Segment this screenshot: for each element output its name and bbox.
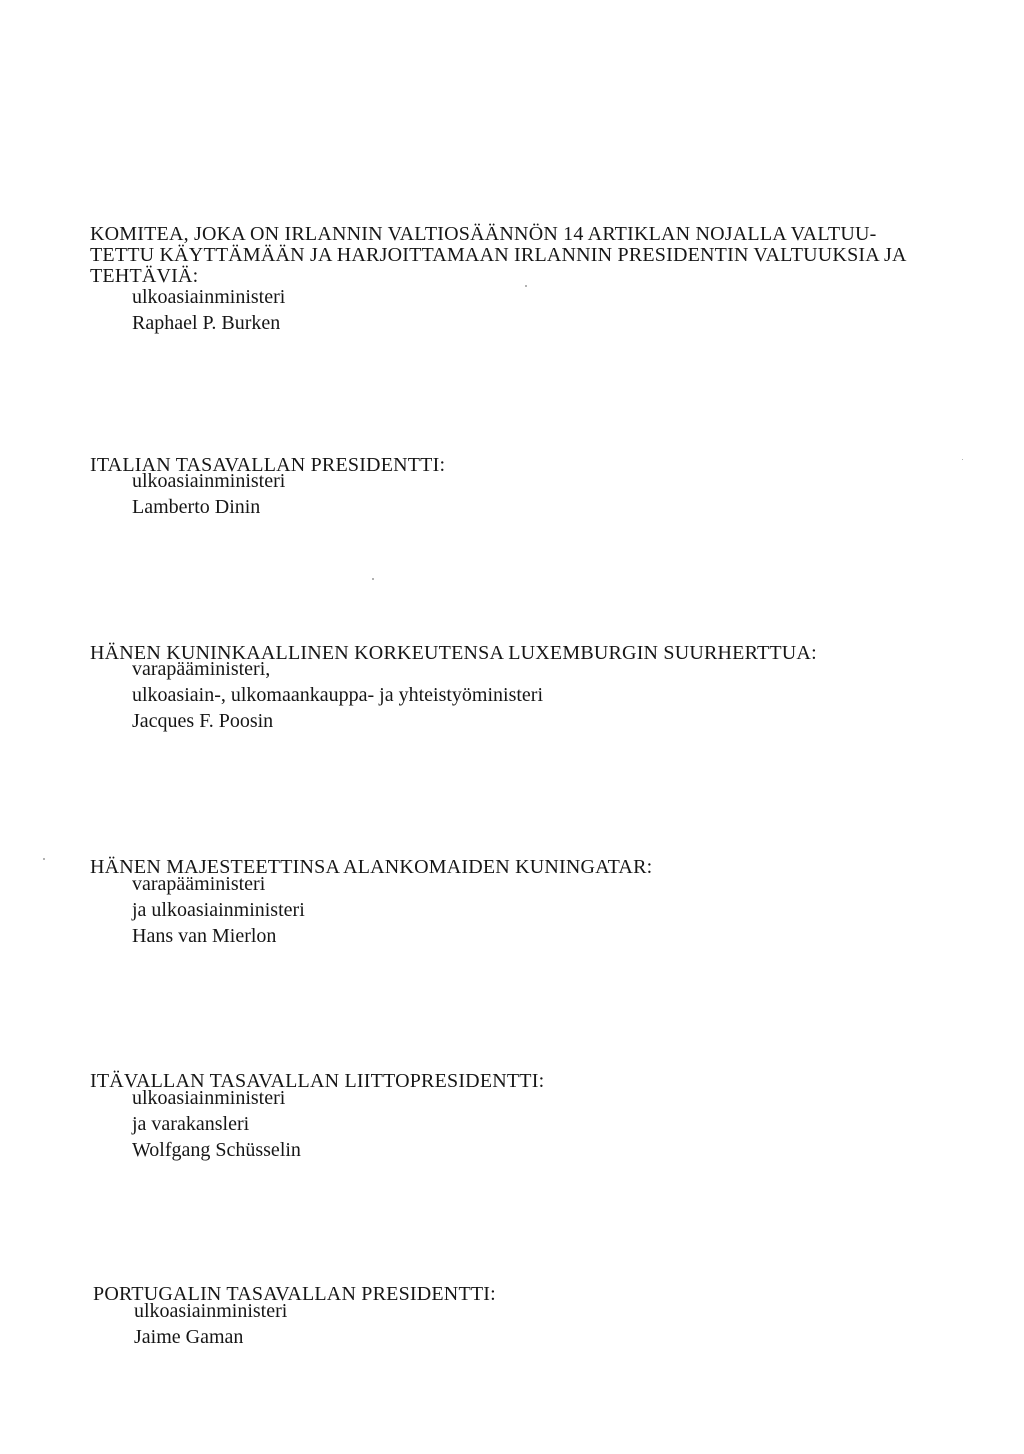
scan-speck: [43, 858, 45, 860]
heading-line: HÄNEN KUNINKAALLINEN KORKEUTENSA LUXEMBURGIN SUURHERTTUA:: [90, 642, 817, 664]
signatory-title: ja varakansleri: [132, 1113, 250, 1135]
signatory-name: Wolfgang Schüsselin: [132, 1139, 301, 1161]
heading-line: HÄNEN MAJESTEETTINSA ALANKOMAIDEN KUNINGATAR:: [90, 856, 653, 878]
signatory-name: Hans van Mierlon: [132, 925, 277, 947]
signatory-lines: [132, 1085, 301, 1163]
signatory-lines: [134, 1298, 287, 1350]
signatory-title: ulkoasiainministeri: [132, 286, 286, 308]
scan-speck: [372, 578, 374, 580]
signatory-name: Lamberto Dinin: [132, 496, 261, 518]
signatory-title: ulkoasiainministeri: [132, 470, 286, 492]
heading-line: PORTUGALIN TASAVALLAN PRESIDENTTI:: [93, 1283, 496, 1305]
signatory-lines: [132, 468, 285, 520]
signatory-title: ulkoasiain-, ulkomaankauppa- ja yhteistyöministeri: [132, 684, 544, 706]
heading-line: KOMITEA, JOKA ON IRLANNIN VALTIOSÄÄNNÖN 14 ARTIKLAN NOJALLA VALTUU-: [90, 223, 877, 245]
signatory-name: Raphael P. Burken: [132, 312, 281, 334]
signatory-name: Jacques F. Poosin: [132, 710, 274, 732]
signatory-name: Jaime Gaman: [134, 1326, 244, 1348]
heading-line: ITÄVALLAN TASAVALLAN LIITTOPRESIDENTTI:: [90, 1070, 545, 1092]
signatory-lines: [132, 656, 543, 734]
signatory-lines: [132, 871, 305, 949]
heading-line: TEHTÄVIÄ:: [90, 265, 199, 287]
signatory-title: ja ulkoasiainministeri: [132, 899, 305, 921]
signatory-title: varapääministeri: [132, 873, 266, 895]
heading-line: ITALIAN TASAVALLAN PRESIDENTTI:: [90, 454, 446, 476]
scan-speck: [962, 459, 963, 460]
signatory-title: varapääministeri,: [132, 658, 271, 680]
heading-line: TETTU KÄYTTÄMÄÄN JA HARJOITTAMAAN IRLANNIN PRESIDENTIN VALTUUKSIA JA: [90, 244, 907, 266]
scan-speck: [525, 285, 527, 287]
signatory-title: ulkoasiainministeri: [132, 1087, 286, 1109]
signatory-lines: [132, 284, 285, 336]
signatory-title: ulkoasiainministeri: [134, 1300, 288, 1322]
